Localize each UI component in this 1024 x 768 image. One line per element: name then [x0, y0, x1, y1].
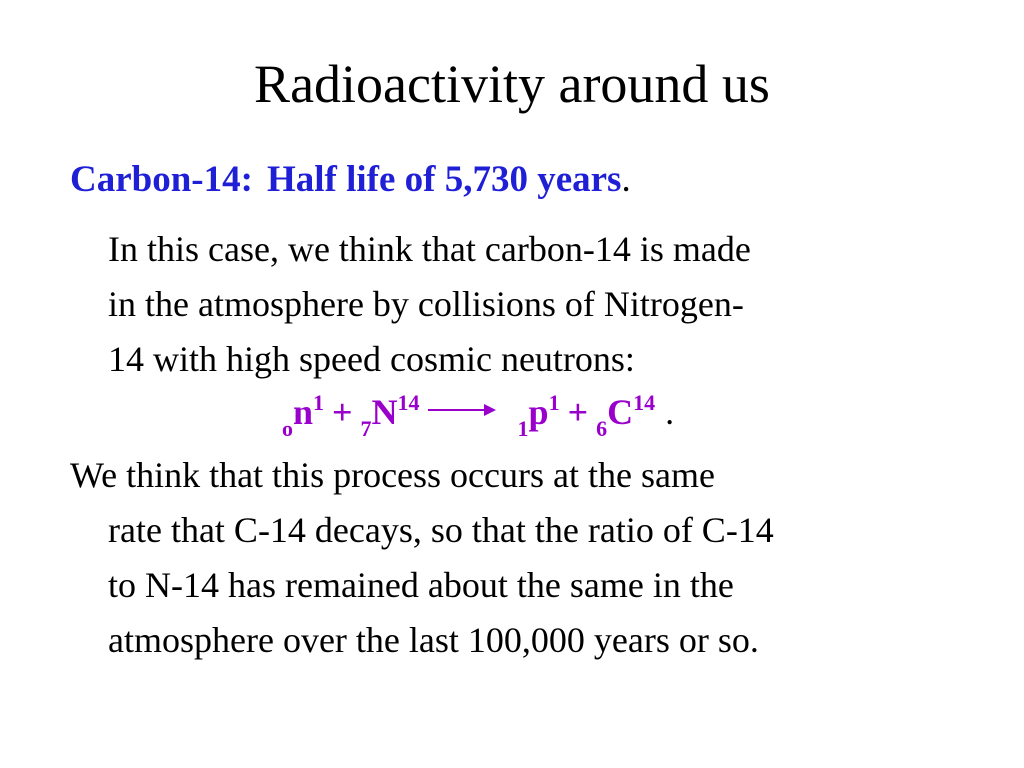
nitrogen-superscript: 14 [397, 390, 420, 415]
heading-period: . [621, 159, 631, 200]
half-life-label: Half life of 5,730 years [266, 159, 622, 200]
isotope-label: Carbon-14: [70, 159, 253, 200]
paragraph-equilibrium [70, 448, 970, 668]
paragraph-carbon-formation [108, 222, 988, 387]
reaction-arrow-icon [428, 395, 496, 425]
neutron-superscript: 1 [313, 390, 325, 415]
arrow-head [484, 404, 496, 416]
plus-sign: + [567, 392, 589, 432]
paragraph-line: rate that C-14 decays, so that the ratio of C-14 [108, 510, 774, 550]
nuclear-reaction-equation [282, 382, 674, 447]
nitrogen-subscript: 7 [360, 416, 372, 441]
paragraph-line: 14 with high speed cosmic neutrons: [108, 339, 635, 379]
carbon-superscript: 14 [633, 390, 656, 415]
nitrogen-symbol: N [371, 392, 398, 432]
neutron-symbol: n [293, 392, 314, 432]
plus-sign: + [332, 392, 353, 432]
neutron-subscript: o [282, 416, 293, 441]
proton-symbol: p [528, 392, 549, 432]
equation-end-mark: . [665, 392, 675, 432]
paragraph-line: In this case, we think that carbon-14 is made [108, 229, 751, 269]
carbon-symbol: C [607, 392, 634, 432]
slide-title: Radioactivity around us [254, 54, 770, 114]
paragraph-line: to N-14 has remained about the same in the [108, 565, 734, 605]
proton-subscript: 1 [517, 416, 529, 441]
paragraph-line: We think that this process occurs at the same [70, 455, 715, 495]
proton-superscript: 1 [548, 390, 560, 415]
carbon-14-heading [70, 154, 631, 206]
paragraph-line: in the atmosphere by collisions of Nitrogen- [108, 284, 744, 324]
paragraph-line: atmosphere over the last 100,000 years or so. [108, 620, 759, 660]
carbon-subscript: 6 [596, 416, 608, 441]
